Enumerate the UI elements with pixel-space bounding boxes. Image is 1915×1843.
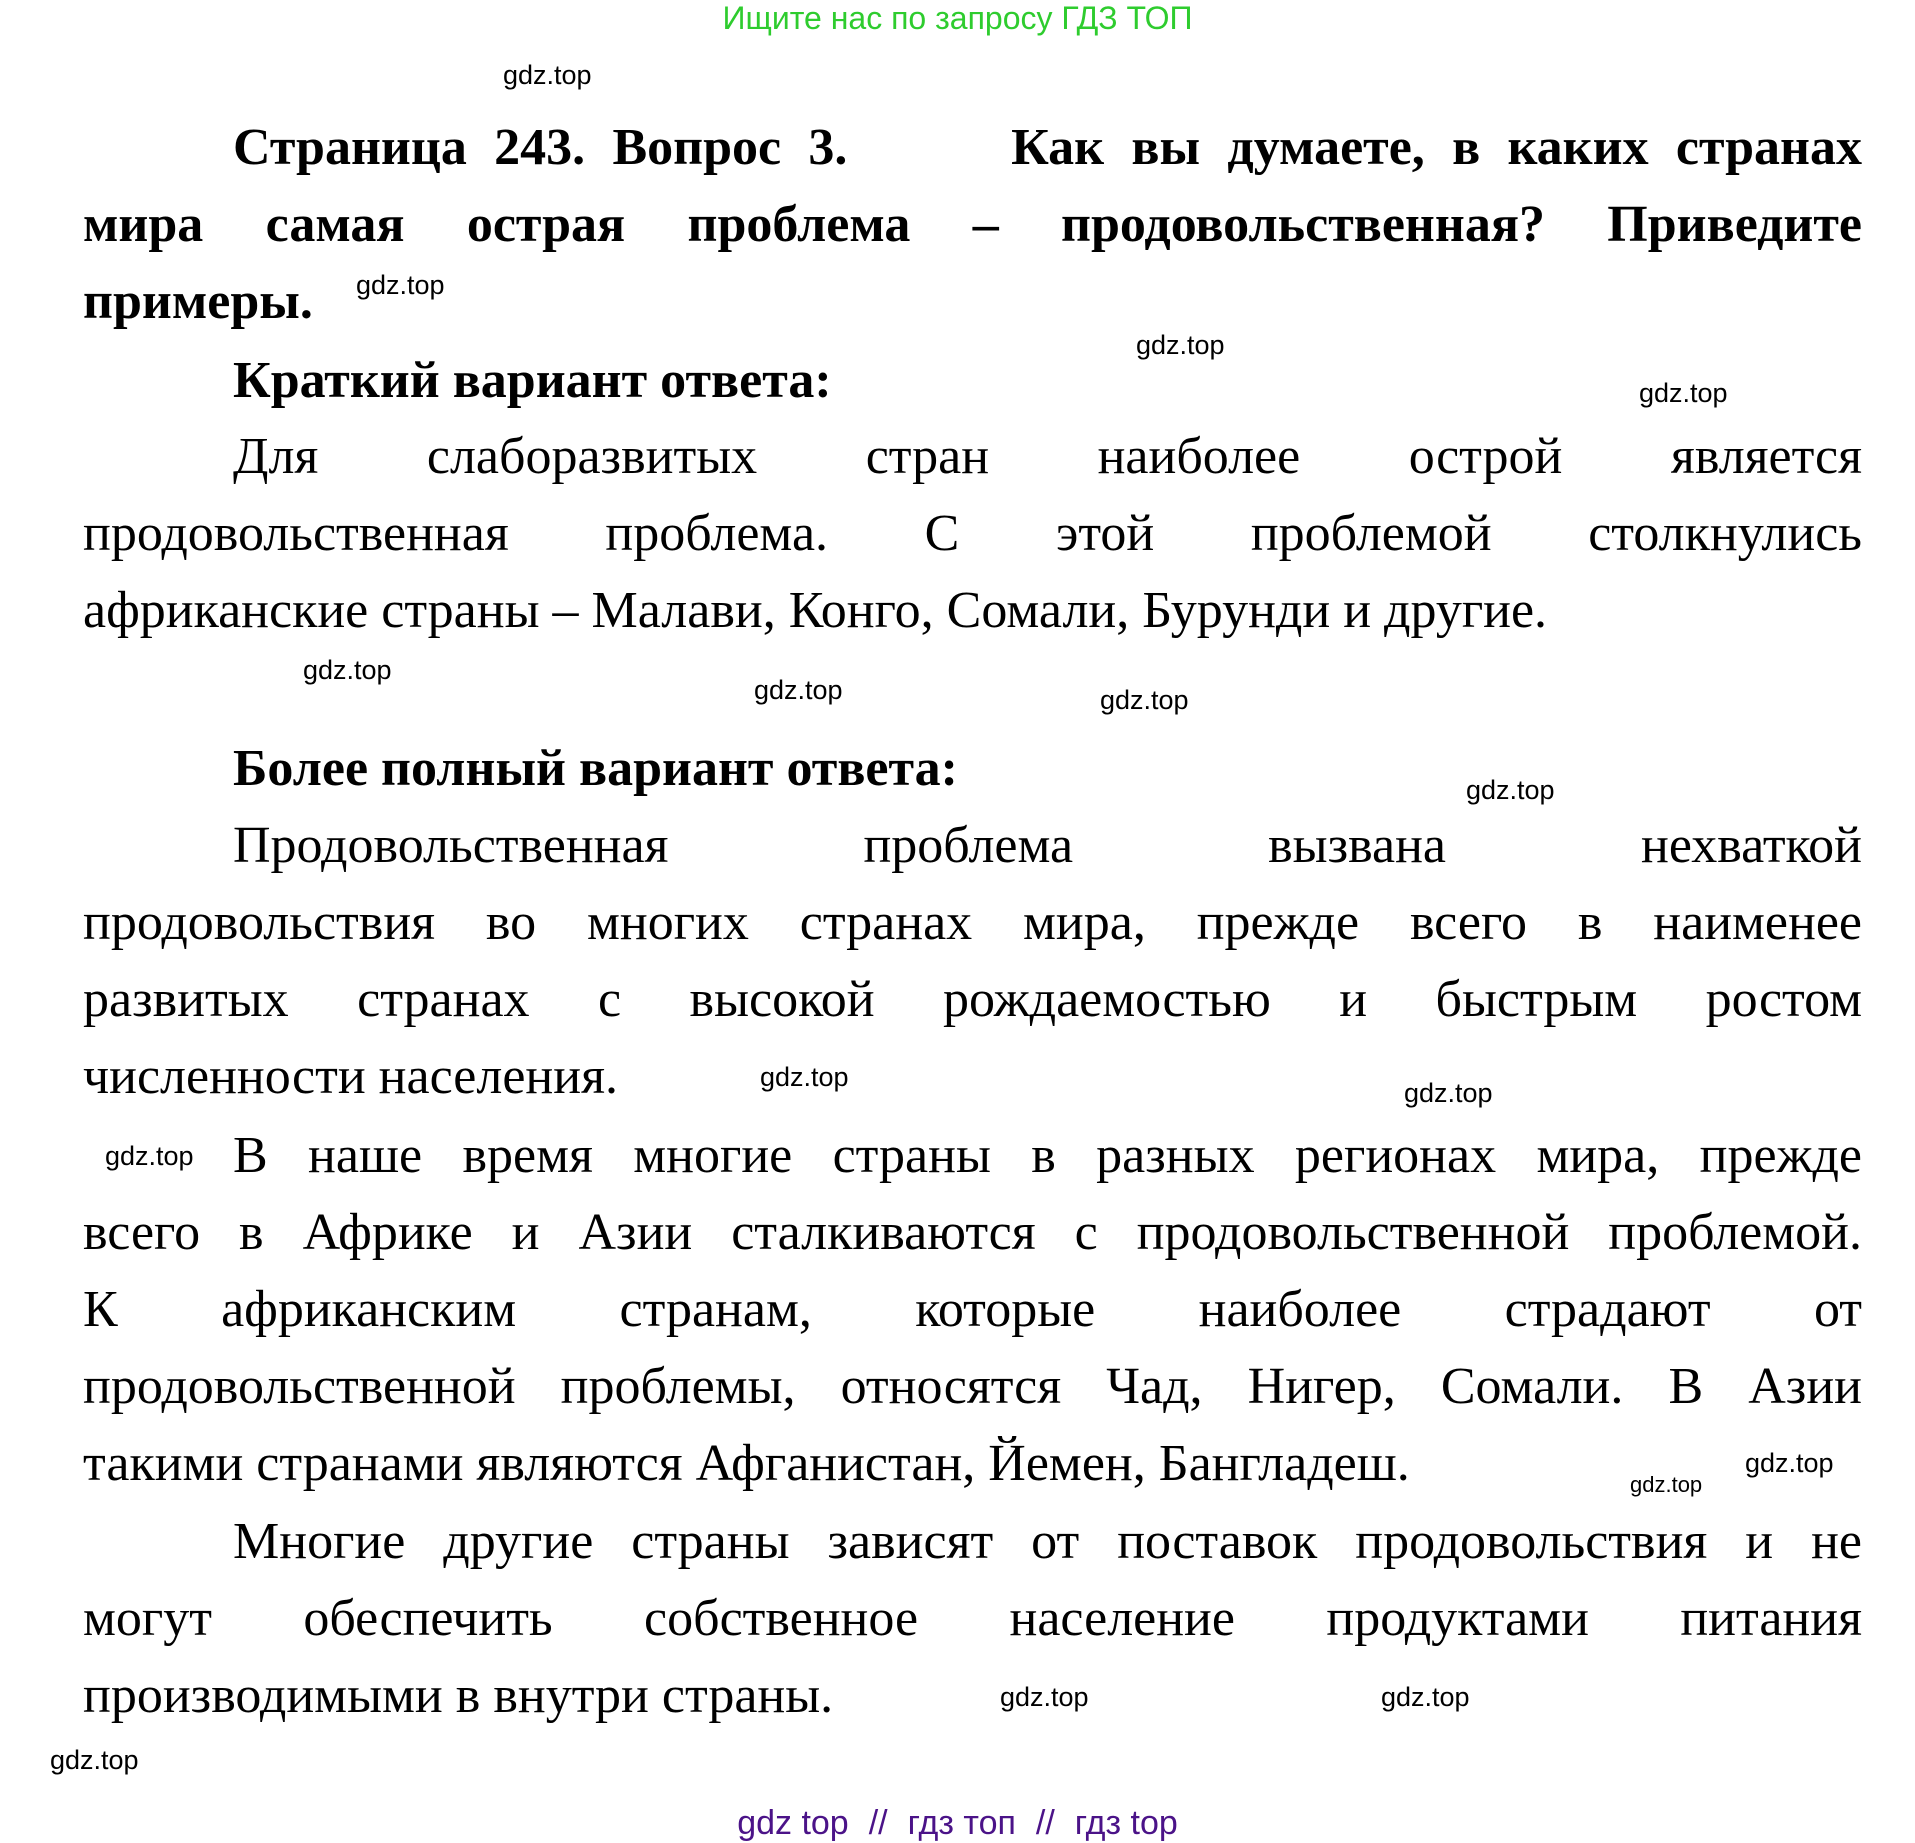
footer-separator: // — [1035, 1804, 1055, 1842]
watermark: gdz.top — [1630, 1472, 1703, 1497]
question-line: Страница 243. Вопрос 3. Как вы думаете, в каких странах — [233, 119, 1862, 176]
text-line: Для слаборазвитых стран наиболее острой является — [233, 428, 1862, 485]
short-answer-text — [83, 418, 1862, 649]
watermark: gdz.top — [1466, 775, 1555, 805]
text-line: африканские страны – Малави, Конго, Сомали, Бурунди и другие. — [83, 582, 1548, 639]
footer-link-gdz-top[interactable]: gdz top — [737, 1804, 849, 1842]
text-line: продовольствия во многих странах мира, прежде всего в наименее — [83, 894, 1862, 951]
footer-link-gdz-top-mixed[interactable]: гдз top — [1074, 1804, 1178, 1842]
text-line: производимыми в внутри страны. — [83, 1667, 834, 1724]
watermark: gdz.top — [105, 1141, 194, 1171]
text-line: продовольственной проблемы, относятся Чад, Нигер, Сомали. В Азии — [83, 1358, 1862, 1415]
footer-links — [0, 1803, 1915, 1843]
watermark: gdz.top — [1100, 685, 1189, 715]
watermark: gdz.top — [760, 1062, 849, 1092]
footer-link-gdz-top-ru[interactable]: гдз топ — [907, 1804, 1016, 1842]
text-line: такими странами являются Афганистан, Йемен, Бангладеш. — [83, 1435, 1410, 1492]
footer-separator: // — [868, 1804, 888, 1842]
watermark: gdz.top — [303, 655, 392, 685]
text-line: Продовольственная проблема вызвана нехваткой — [233, 817, 1862, 874]
short-answer-heading: Краткий вариант ответа: — [233, 352, 832, 409]
watermark: gdz.top — [1136, 330, 1225, 360]
watermark: gdz.top — [503, 60, 592, 90]
watermark: gdz.top — [754, 675, 843, 705]
full-answer-paragraph-3 — [83, 1503, 1862, 1734]
text-line: численности населения. — [83, 1048, 618, 1105]
full-answer-heading: Более полный вариант ответа: — [233, 740, 958, 797]
watermark: gdz.top — [1745, 1448, 1834, 1478]
text-line: могут обеспечить собственное население продуктами питания — [83, 1590, 1862, 1647]
question-title — [83, 109, 1862, 340]
question-line: примеры. — [83, 273, 313, 330]
watermark: gdz.top — [1404, 1078, 1493, 1108]
watermark: gdz.top — [50, 1745, 139, 1775]
watermark: gdz.top — [1639, 378, 1728, 408]
watermark: gdz.top — [356, 270, 445, 300]
question-line: мира самая острая проблема – продовольственная? Приведите — [83, 196, 1862, 253]
text-line: Многие другие страны зависят от поставок продовольствия и не — [233, 1513, 1862, 1570]
watermark: gdz.top — [1381, 1682, 1470, 1712]
watermark: gdz.top — [1000, 1682, 1089, 1712]
full-answer-paragraph-2 — [83, 1117, 1862, 1502]
text-line: В наше время многие страны в разных регионах мира, прежде — [233, 1127, 1862, 1184]
full-answer-paragraph-1 — [83, 807, 1862, 1115]
text-line: развитых странах с высокой рождаемостью и быстрым ростом — [83, 971, 1862, 1028]
search-banner: Ищите нас по запросу ГДЗ ТОП — [722, 0, 1193, 36]
text-line: К африканским странам, которые наиболее страдают от — [83, 1281, 1862, 1338]
text-line: продовольственная проблема. С этой проблемой столкнулись — [83, 505, 1862, 562]
text-line: всего в Африке и Азии сталкиваются с продовольственной проблемой. — [83, 1204, 1862, 1261]
